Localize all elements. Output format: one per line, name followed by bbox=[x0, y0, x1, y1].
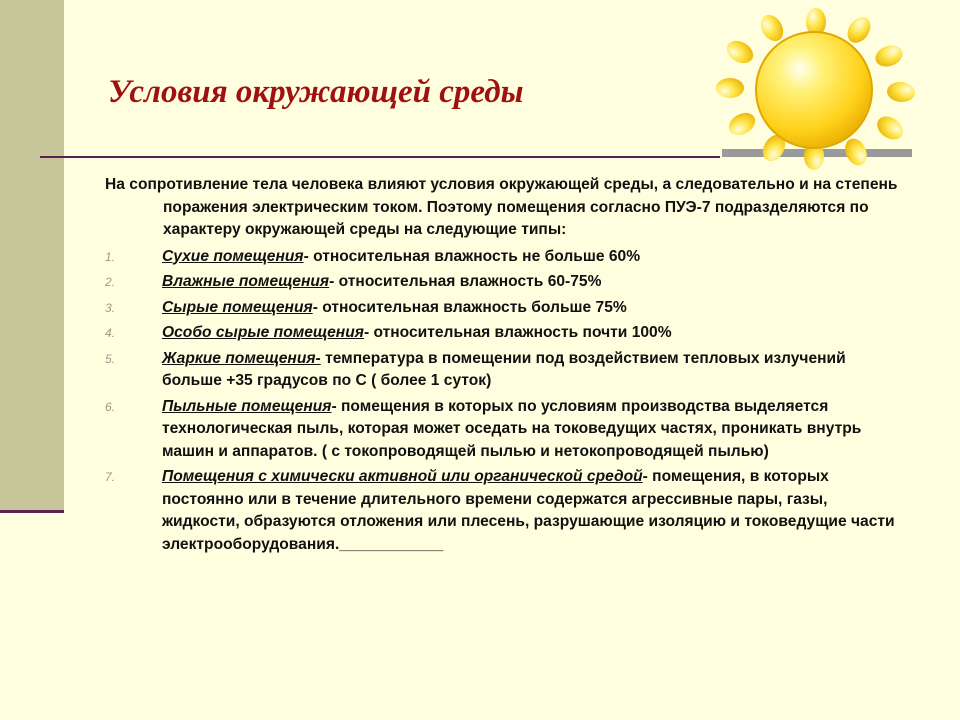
room-type-description: - относительная влажность почти 100% bbox=[363, 324, 672, 341]
room-type-term: Пыльные помещения bbox=[162, 397, 332, 415]
left-sidebar-edge bbox=[0, 510, 64, 513]
room-type-term: Сырые помещения bbox=[162, 298, 313, 316]
room-type-description: - помещения в которых по условиям производства выделяется технологическая пыль, которая может оседать на токоведущих частях, проникать внутрь машин и аппаратов. ( с токопроводящей пылью и нетокопроводящей пылью) bbox=[162, 397, 862, 460]
list-number: 6. bbox=[105, 399, 116, 414]
slide-body bbox=[105, 174, 905, 559]
list-item bbox=[105, 246, 905, 269]
list-item bbox=[105, 348, 905, 393]
room-types-list bbox=[105, 246, 905, 557]
list-item bbox=[105, 396, 905, 464]
room-type-description: - относительная влажность больше 75% bbox=[312, 298, 627, 316]
title-divider bbox=[40, 156, 720, 158]
list-item bbox=[105, 271, 905, 294]
room-type-term: Влажные помещения bbox=[162, 273, 330, 290]
list-item bbox=[105, 297, 905, 320]
list-number: 1. bbox=[105, 249, 116, 264]
room-type-description: - относительная влажность не больше 60% bbox=[303, 247, 641, 265]
slide-title: Условия окружающей среды bbox=[108, 74, 524, 110]
list-number: 3. bbox=[105, 300, 116, 315]
room-type-description: температура в помещении под воздействием тепловых излучений больше +35 градусов по С ( более 1 суток) bbox=[162, 349, 846, 389]
list-item bbox=[105, 466, 905, 556]
room-type-term: Сухие помещения bbox=[162, 247, 304, 265]
left-sidebar-bar bbox=[0, 0, 64, 512]
room-type-term: Помещения с химически активной или органической средой bbox=[162, 468, 643, 485]
room-type-term: Особо сырые помещения bbox=[162, 324, 364, 341]
room-type-term: Жаркие помещения- bbox=[162, 349, 321, 367]
list-number: 7. bbox=[105, 470, 116, 484]
list-item bbox=[105, 322, 905, 345]
sun-clipart bbox=[694, 4, 934, 174]
intro-text: На сопротивление тела человека влияют условия окружающей среды, а следовательно и на степень поражения электрическим током. Поэтому помещения согласно ПУЭ-7 подразделяются по характеру окружающей среды на следующие типы: bbox=[105, 176, 898, 238]
room-type-description: - помещения, в которых постоянно или в течение длительного времени содержатся агрессивные пары, газы, жидкости, образуются отложения или плесень, разрушающие изоляцию и токоведущие части электрооборудования.____________ bbox=[162, 468, 895, 553]
list-number: 4. bbox=[105, 326, 116, 340]
list-number: 2. bbox=[105, 275, 116, 289]
list-number: 5. bbox=[105, 351, 116, 366]
room-type-description: - относительная влажность 60-75% bbox=[329, 273, 602, 290]
